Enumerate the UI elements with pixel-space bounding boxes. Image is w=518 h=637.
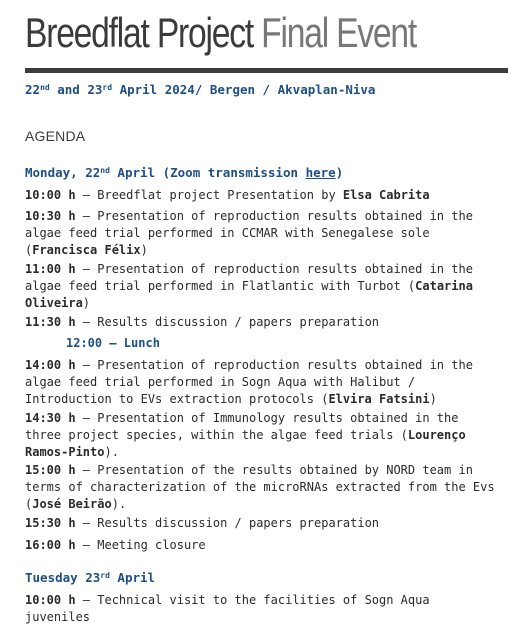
day-1-heading [25, 165, 343, 180]
item-after: ) [429, 392, 437, 406]
item-speaker: José Beirão [32, 497, 112, 511]
agenda-item [25, 314, 501, 331]
title-underline [25, 68, 508, 73]
title-part-2: Final Event [261, 9, 417, 56]
item-text: – Results discussion / papers preparation [75, 516, 380, 530]
event-date-location [25, 82, 375, 97]
item-time: 14:30 h [25, 411, 76, 425]
item-speaker: Elvira Fatsini [328, 392, 430, 406]
day-2-heading [25, 570, 155, 585]
item-speaker: Francisca Félix [32, 243, 141, 257]
lunch-break: 12:00 – Lunch [66, 336, 160, 350]
item-speaker: Elsa Cabrita [342, 188, 430, 202]
item-after: ). [111, 497, 127, 511]
date-suffix-2: rd [102, 83, 113, 92]
day-2-prefix: Tuesday 23 [25, 570, 101, 585]
item-text: – Presentation of the results obtained by NORD team in terms of characterization of the microRNAs extracted from the Evs ( [25, 463, 495, 511]
day-1-middle: April (Zoom transmission [109, 165, 306, 180]
item-text: – Meeting closure [75, 538, 206, 552]
item-text: – Presentation of reproduction results obtained in the algae feed trial performed in CCMAR with Senegalese sole ( [25, 209, 473, 257]
item-text: – Presentation of Immunology results obtained in the three project species, within the algae feed trials ( [25, 411, 459, 442]
day-1-sup: nd [100, 166, 110, 175]
agenda-item [25, 261, 501, 312]
agenda-item [25, 592, 501, 626]
item-time: 10:00 h [25, 593, 76, 607]
item-text: – Technical visit to the facilities of Sogn Aqua juveniles [25, 593, 430, 624]
item-time: 15:30 h [25, 516, 76, 530]
item-speaker: Catarina Oliveira [25, 279, 473, 310]
date-and: and [49, 82, 88, 97]
day-2-suffix: April [109, 570, 156, 585]
item-text: – Breedflat project Presentation by [75, 188, 343, 202]
date-day-1: 22 [25, 82, 41, 97]
item-after: ) [140, 243, 148, 257]
agenda-item [25, 537, 501, 554]
date-location: April 2024/ Bergen / Akvaplan-Niva [112, 82, 376, 97]
item-speaker: Lourenço Ramos-Pinto [25, 428, 466, 459]
zoom-link[interactable]: here [305, 165, 336, 180]
page-title [25, 7, 416, 59]
date-suffix-1: nd [40, 83, 50, 92]
item-text: – Presentation of reproduction results obtained in the algae feed trial performed in Flatlantic with Turbot ( [25, 262, 473, 293]
agenda-item [25, 187, 501, 204]
item-time: 14:00 h [25, 358, 76, 372]
day-1-suffix: ) [335, 165, 344, 180]
agenda-item [25, 357, 501, 408]
agenda-heading: AGENDA [25, 128, 86, 144]
item-time: 10:00 h [25, 188, 76, 202]
agenda-item [25, 515, 501, 532]
item-time: 11:00 h [25, 262, 76, 276]
title-part-1: Breedflat Project [25, 9, 253, 56]
day-2-sup: rd [100, 571, 110, 580]
item-time: 15:00 h [25, 463, 76, 477]
day-1-prefix: Monday, 22 [25, 165, 101, 180]
date-day-2: 23 [87, 82, 103, 97]
agenda-item [25, 462, 501, 513]
agenda-item [25, 410, 501, 461]
item-after: ) [82, 296, 91, 310]
item-time: 16:00 h [25, 538, 76, 552]
item-time: 11:30 h [25, 315, 76, 329]
item-time: 10:30 h [25, 209, 76, 223]
item-after: ). [104, 445, 119, 459]
item-text: – Results discussion / papers preparation [75, 315, 380, 329]
item-text: – Presentation of reproduction results obtained in the algae feed trial performed in Sogn Aqua with Halibut / Introduction to EVs extraction protocols ( [25, 358, 473, 406]
agenda-item [25, 208, 501, 259]
